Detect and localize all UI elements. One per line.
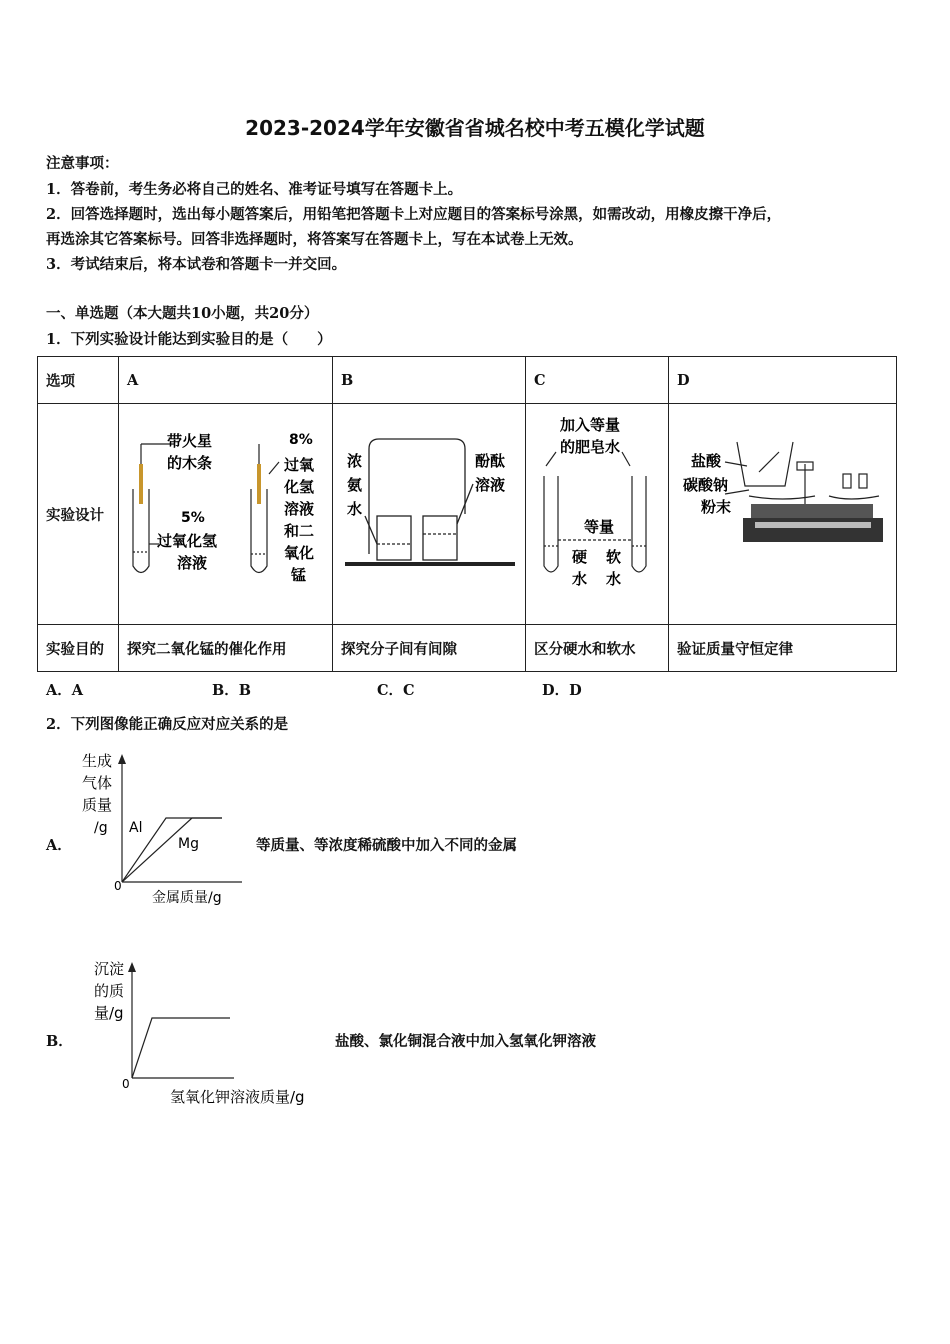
fig-a-splint-label: 带火星 xyxy=(167,432,213,450)
notice-item-3: 3．考试结束后，将本试卷和答题卡一并交回。 xyxy=(46,256,347,273)
goal-d: 验证质量守恒定律 xyxy=(669,625,897,672)
notice-item-2: 2．回答选择题时，选出每小题答案后，用铅笔把答题卡上对应题目的答案标号涂黑，如需改动，用橡皮擦干净后， xyxy=(46,206,782,223)
fig-a-left-2: 溶液 xyxy=(177,554,208,572)
fig-a-8pct: 8% xyxy=(289,432,313,448)
fig-b-ammonia-3: 水 xyxy=(347,500,363,518)
fig-c-top-2: 的肥皂水 xyxy=(560,438,621,456)
header-a: A xyxy=(119,357,333,404)
fig-d-acid: 盐酸 xyxy=(691,452,722,470)
q1-stem: 1．下列实验设计能达到实验目的是（ ） xyxy=(46,331,332,348)
fig-a-right-3: 溶液 xyxy=(284,500,315,518)
q2a-series-mg: Mg xyxy=(178,836,199,852)
fig-b-phenol-1: 酚酞 xyxy=(475,452,506,470)
q2a-ylabel-1: 生成 xyxy=(82,752,113,770)
design-a-cell xyxy=(119,404,333,625)
fig-a-right-4: 和二 xyxy=(284,522,315,540)
q2b-ylabel-1: 沉淀 xyxy=(94,960,125,978)
header-b: B xyxy=(333,357,526,404)
fig-a-right-2: 化氢 xyxy=(284,478,315,496)
q2-option-a-desc: 等质量、等浓度稀硫酸中加入不同的金属 xyxy=(256,837,517,854)
design-d-cell xyxy=(669,404,897,625)
q2-option-b-desc: 盐酸、氯化铜混合液中加入氢氧化钾溶液 xyxy=(335,1033,596,1050)
fig-c-hard-1: 硬 xyxy=(572,548,588,566)
q2b-xlabel: 氢氧化钾溶液质量/g xyxy=(170,1088,305,1106)
q1-option-d[interactable]: D．D xyxy=(542,682,582,699)
row-design-label: 实验设计 xyxy=(38,404,119,625)
notice-item-1: 1．答卷前，考生务必将自己的姓名、准考证号填写在答题卡上。 xyxy=(46,181,463,198)
fig-c-soft-1: 软 xyxy=(606,548,622,566)
fig-a-right-5: 氧化 xyxy=(284,544,315,562)
q2b-ylabel-2: 的质 xyxy=(94,982,125,1000)
figure-d-balance xyxy=(669,404,896,624)
q2a-ylabel-2: 气体 xyxy=(82,774,113,792)
figure-c-hard-soft-water xyxy=(526,404,668,624)
q1-option-b[interactable]: B．B xyxy=(212,682,252,699)
fig-d-carbonate: 碳酸钠 xyxy=(683,476,729,494)
notice-heading: 注意事项： xyxy=(46,155,119,172)
fig-c-equal: 等量 xyxy=(584,518,615,536)
fig-b-phenol-2: 溶液 xyxy=(475,476,506,494)
q1-option-a[interactable]: A．A xyxy=(46,682,84,699)
figure-b-molecule-gap xyxy=(333,404,525,624)
fig-b-ammonia-1: 浓 xyxy=(347,452,363,470)
q2-stem: 2．下列图像能正确反应对应关系的是 xyxy=(46,716,289,733)
fig-a-right-1: 过氧 xyxy=(284,456,315,474)
q2-chart-a xyxy=(74,750,264,910)
fig-a-5pct: 5% xyxy=(181,510,205,526)
header-c: C xyxy=(526,357,669,404)
fig-d-powder: 粉末 xyxy=(701,498,732,516)
page-title: 2023-2024学年安徽省省城名校中考五模化学试题 xyxy=(245,116,705,140)
header-option: 选项 xyxy=(38,357,119,404)
q2a-ylabel-4: /g xyxy=(94,820,108,836)
fig-a-left-1: 过氧化氢 xyxy=(157,532,218,550)
row-goal-label: 实验目的 xyxy=(38,625,119,672)
fig-a-right-6: 锰 xyxy=(291,566,307,584)
q1-table xyxy=(37,356,897,672)
q2a-origin: 0 xyxy=(114,879,122,893)
fig-c-top-1: 加入等量 xyxy=(560,416,621,434)
design-b-cell xyxy=(333,404,526,625)
q2a-series-al: Al xyxy=(129,820,143,836)
notice-item-2-cont: 再选涂其它答案标号。回答非选择题时，将答案写在答题卡上，写在本试卷上无效。 xyxy=(46,231,583,248)
fig-a-splint-label-2: 的木条 xyxy=(167,454,213,472)
design-c-cell xyxy=(526,404,669,625)
q2-option-b-label[interactable]: B． xyxy=(46,1033,73,1050)
q1-option-c[interactable]: C．C xyxy=(377,682,415,699)
goal-a: 探究二氧化锰的催化作用 xyxy=(119,625,333,672)
q2a-ylabel-3: 质量 xyxy=(82,796,113,814)
q2b-line-precipitate xyxy=(132,1018,230,1078)
q2a-xlabel: 金属质量/g xyxy=(152,890,222,906)
goal-c: 区分硬水和软水 xyxy=(526,625,669,672)
fig-c-hard-2: 水 xyxy=(572,570,588,588)
figure-a-catalyst xyxy=(119,404,332,624)
fig-b-ammonia-2: 氨 xyxy=(347,476,363,494)
q2-chart-b xyxy=(84,956,344,1106)
q2b-origin: 0 xyxy=(122,1077,130,1091)
fig-c-soft-2: 水 xyxy=(606,570,622,588)
q2-option-a-label[interactable]: A． xyxy=(46,837,72,854)
header-d: D xyxy=(669,357,897,404)
section-heading: 一、单选题（本大题共10小题，共20分） xyxy=(46,305,319,322)
q2b-ylabel-3: 量/g xyxy=(94,1004,124,1022)
goal-b: 探究分子间有间隙 xyxy=(333,625,526,672)
